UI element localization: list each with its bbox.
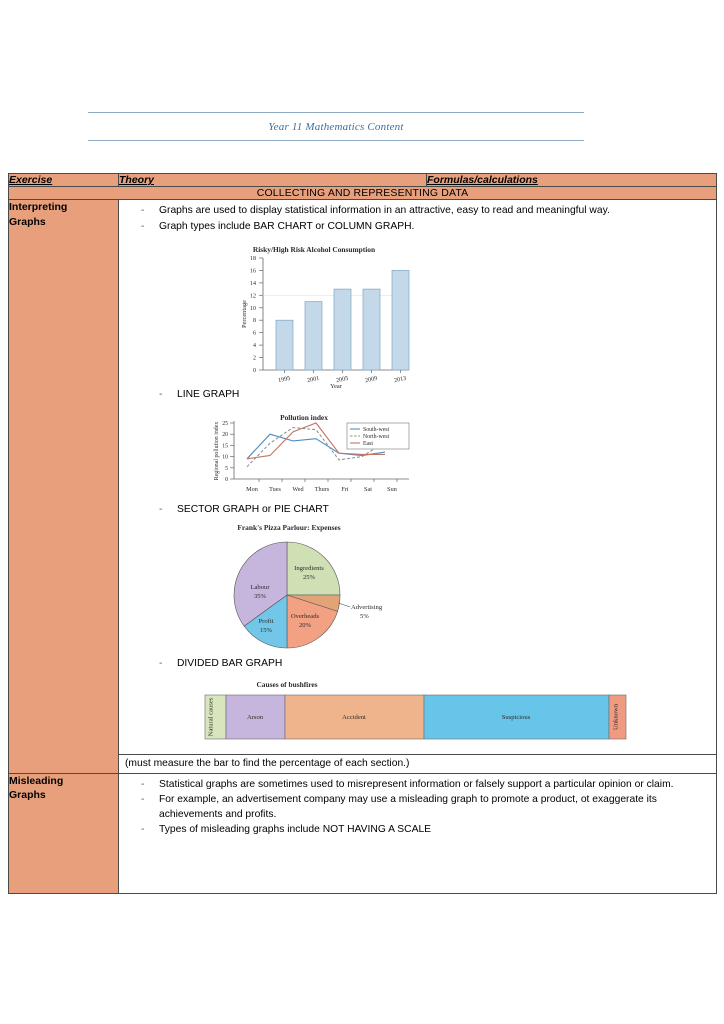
pie-label-profit: Profit [258,618,274,625]
list-item [125,204,710,219]
list-item-text: Graphs are used to display statistical information in an attractive, easy to read and meaningful way. [159,205,610,216]
bullet-marker: - [141,778,145,790]
bullet-marker: - [159,503,163,515]
row-theory-interpreting-graphs [119,200,717,774]
svg-text:2009: 2009 [364,374,378,385]
divided-bar-label-natural: Natural causes [207,697,215,736]
subhead-line-graph [119,388,716,403]
list-item [125,823,710,838]
bullet-marker: - [141,794,145,805]
bullet-marker: - [141,824,145,835]
svg-text:10: 10 [222,454,228,461]
divided-bar-label-suspicious: Suspicious [501,713,531,721]
svg-text:Thurs: Thurs [314,485,330,493]
figure-divided-bar-graph [119,672,716,754]
bar-chart-title: Risky/High Risk Alcohol Consumption [252,245,376,254]
pie-label-labour: Labour [250,584,270,591]
list-item-text: Graph types include BAR CHART or COLUMN GRAPH. [159,220,415,232]
pie-label-overheads: Overheads [290,613,320,620]
svg-text:2: 2 [253,355,256,362]
subhead-divided-bar-graph [119,657,716,672]
svg-text:10: 10 [250,305,256,312]
svg-text:14: 14 [250,280,256,287]
svg-text:Sat: Sat [364,485,372,493]
line-graph-ylabel: Regional pollution index [214,421,220,480]
bar-chart-xlabel: Year [330,383,342,390]
bullet-marker: - [141,220,145,232]
column-header-formulas: Formulas/calculations [427,174,717,187]
column-header-exercise: Exercise [9,174,119,187]
row-theory-misleading-graphs [119,773,717,893]
header-rule-bottom [88,140,584,141]
svg-text:2001: 2001 [306,374,320,385]
svg-text:Mon: Mon [246,485,258,493]
line-graph-legend [347,423,409,449]
page-header [88,112,584,141]
list-item [125,778,710,793]
list-item-text: For example, an advertisement company may use a misleading graph to promote a product, ot exaggerate its achievements and profits. [159,794,657,820]
svg-text:25: 25 [222,420,228,427]
list-item-text: Statistical graphs are sometimes used to misrepresent information or falsely support a particular opinion or claim. [159,778,674,790]
section-band-label: COLLECTING AND REPRESENTING DATA [9,187,717,200]
page-title: Year 11 Mathematics Content [268,121,404,133]
subhead-text: DIVIDED BAR GRAPH [177,658,283,669]
bar-chart-ylabel: Percentage [241,299,248,329]
figure-bar-chart [119,238,716,388]
table-row [9,773,717,893]
bar-chart-svg [119,238,427,388]
pie-value-advertising: 5% [360,613,369,620]
pie-value-labour: 35% [253,593,267,600]
list-item-text: Types of misleading graphs include NOT HAVING A SCALE [159,824,432,835]
svg-text:Tues: Tues [269,485,281,493]
measure-bar-note: (must measure the bar to find the percentage of each section.) [119,754,716,773]
svg-text:20: 20 [222,431,228,438]
legend-label-east: East [363,440,373,447]
list-item [125,220,710,235]
divided-bar-label-arson: Arson [246,713,264,721]
misleading-bullet-list [119,774,716,841]
list-item [125,793,710,822]
subhead-text: SECTOR GRAPH or PIE CHART [177,503,329,515]
pie-label-ingredients: Ingredients [294,565,324,572]
legend-label-south-west: South-west [363,426,390,433]
svg-text:16: 16 [250,268,256,275]
svg-text:0: 0 [225,476,228,483]
divided-bar-title: Causes of bushfires [256,679,318,689]
pie-value-ingredients: 25% [302,574,316,581]
pie-value-profit: 15% [259,627,273,634]
line-graph-x-ticks [246,486,397,493]
pie-value-overheads: 20% [298,622,312,629]
pie-chart-svg [119,517,427,657]
figure-line-graph [119,403,716,503]
bullet-marker: - [159,658,163,669]
bar-chart-bars [276,270,409,370]
subhead-text: LINE GRAPH [177,389,240,400]
svg-text:2013: 2013 [393,374,407,385]
misleading-spacer [119,841,716,893]
divided-bar-svg [119,672,620,754]
table-row [9,200,717,774]
figure-pie-chart [119,517,716,657]
svg-text:Fri: Fri [341,485,349,493]
bullet-marker: - [141,205,145,216]
svg-text:4: 4 [253,343,256,350]
content-table [8,173,717,894]
bar-chart-y-ticks [250,256,263,374]
interpreting-bullet-list [119,200,716,238]
svg-text:5: 5 [225,465,228,472]
pie-label-advertising: Advertising [351,604,383,611]
divided-bar-label-accident: Accident [342,713,366,721]
line-graph-svg [119,403,427,503]
legend-label-north-west: North-west [363,433,390,440]
table-section-band-row [9,187,717,200]
svg-text:6: 6 [253,330,256,337]
pie-leader-line-advertising [339,603,351,607]
divided-bar-label-unknown: Unknown [612,703,620,730]
bullet-marker: - [159,389,163,400]
subhead-sector-graph [119,503,716,518]
table-header-row [9,174,717,187]
svg-text:2005: 2005 [335,374,349,385]
svg-text:Wed: Wed [292,485,304,493]
divided-bar-segments [205,695,626,739]
svg-text:8: 8 [253,318,256,325]
row-exercise-interpreting-graphs: Interpreting Graphs [9,200,119,774]
svg-text:12: 12 [250,293,256,300]
svg-text:0: 0 [253,368,256,374]
line-graph-title: Pollution index [280,412,328,422]
column-header-theory: Theory [119,174,427,187]
svg-text:1995: 1995 [277,374,291,385]
row-exercise-misleading-graphs: Misleading Graphs [9,773,119,893]
svg-text:15: 15 [222,442,228,449]
pie-chart-title: Frank's Pizza Parlour: Expenses [237,523,341,532]
svg-text:18: 18 [250,256,256,262]
svg-text:Sun: Sun [387,485,397,493]
line-graph-y-ticks [222,421,234,483]
bar-chart-x-ticks [277,375,407,384]
